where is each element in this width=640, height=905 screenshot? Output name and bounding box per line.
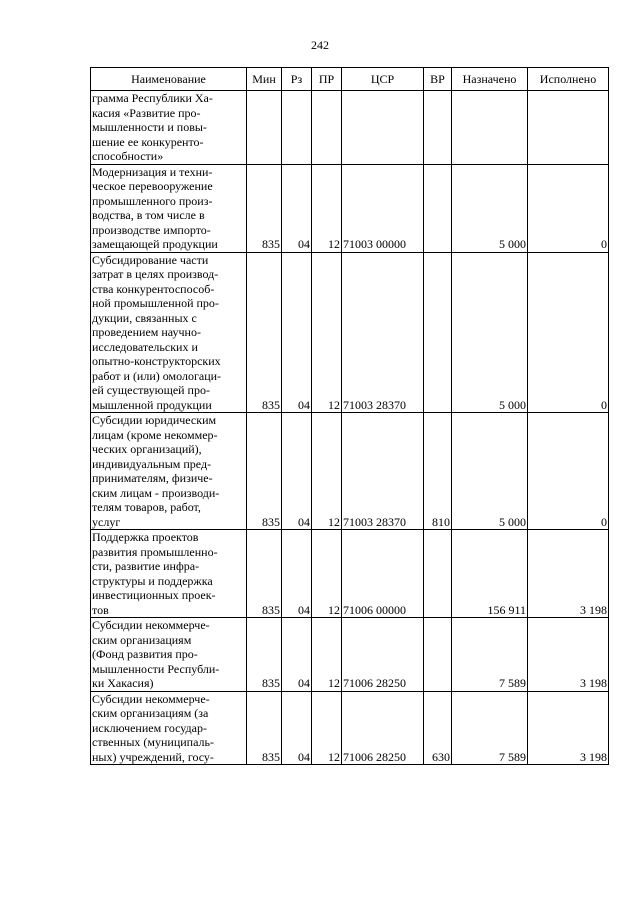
budget-table	[90, 67, 609, 765]
row-vr	[424, 618, 452, 692]
row-executed: 0	[528, 252, 609, 413]
row-executed: 0	[528, 164, 609, 252]
row-vr: 810	[424, 413, 452, 530]
row-planned: 5 000	[452, 164, 528, 252]
page-number: 242	[311, 38, 329, 52]
row-pr: 12	[312, 413, 342, 530]
header-csr: ЦСР	[342, 68, 424, 91]
row-vr	[424, 164, 452, 252]
row-min	[247, 91, 282, 165]
row-min: 835	[247, 691, 282, 765]
row-planned: 5 000	[452, 413, 528, 530]
row-csr: 71006 28250	[342, 691, 424, 765]
row-name: Субсидии некоммерче- ским организациям (Фонд развития про- мышленности Республи- ки Хакасия)	[91, 618, 247, 692]
row-csr: 71006 28250	[342, 618, 424, 692]
row-planned	[452, 91, 528, 165]
table-row	[91, 691, 609, 765]
row-pr: 12	[312, 164, 342, 252]
header-min: Мин	[247, 68, 282, 91]
row-min: 835	[247, 164, 282, 252]
header-planned: Назначено	[452, 68, 528, 91]
row-rz: 04	[282, 164, 312, 252]
row-rz: 04	[282, 691, 312, 765]
row-planned: 7 589	[452, 618, 528, 692]
row-csr: 71003 00000	[342, 164, 424, 252]
row-csr: 71003 28370	[342, 413, 424, 530]
table-row	[91, 618, 609, 692]
row-min: 835	[247, 618, 282, 692]
header-rz: Рз	[282, 68, 312, 91]
row-min: 835	[247, 530, 282, 618]
header-row	[91, 68, 609, 91]
header-executed: Исполнено	[528, 68, 609, 91]
header-name: Наименование	[91, 68, 247, 91]
row-name: Субсидии некоммерче- ским организациям (за исключением государ- ственных (муниципаль- ных) учреждений, госу-	[91, 691, 247, 765]
row-min: 835	[247, 252, 282, 413]
row-csr: 71006 00000	[342, 530, 424, 618]
header-vr: ВР	[424, 68, 452, 91]
table-row	[91, 164, 609, 252]
table-row	[91, 252, 609, 413]
row-pr: 12	[312, 618, 342, 692]
row-executed: 3 198	[528, 618, 609, 692]
row-name: Поддержка проектов развития промышленно- сти, развитие инфра- структуры и поддержка инвестиционных проек- тов	[91, 530, 247, 618]
row-executed	[528, 91, 609, 165]
row-planned: 7 589	[452, 691, 528, 765]
row-vr	[424, 91, 452, 165]
row-vr: 630	[424, 691, 452, 765]
row-min: 835	[247, 413, 282, 530]
row-planned: 156 911	[452, 530, 528, 618]
row-name: Субсидирование части затрат в целях производ- ства конкурентоспособ- ной промышленной про- дукции, связанных с проведением научно- исследовательских и опытно-конструкторских работ и (или) омологаци- ей существующей про- мышленной продукции	[91, 252, 247, 413]
row-rz: 04	[282, 530, 312, 618]
row-rz	[282, 91, 312, 165]
row-vr	[424, 252, 452, 413]
row-planned: 5 000	[452, 252, 528, 413]
row-name: Субсидии юридическим лицам (кроме некоммер- ческих организаций), индивидуальным пред- принимателям, физиче- ским лицам - производи- телям товаров, работ, услуг	[91, 413, 247, 530]
table-row	[91, 530, 609, 618]
row-rz: 04	[282, 618, 312, 692]
row-pr: 12	[312, 530, 342, 618]
table-row	[91, 91, 609, 165]
row-name: грамма Республики Ха- касия «Развитие про- мышленности и повы- шение ее конкуренто- способности»	[91, 91, 247, 165]
header-pr: ПР	[312, 68, 342, 91]
row-csr: 71003 28370	[342, 252, 424, 413]
row-rz: 04	[282, 413, 312, 530]
row-csr	[342, 91, 424, 165]
row-vr	[424, 530, 452, 618]
row-name: Модернизация и техни- ческое перевооружение промышленного произ- водства, в том числе в производстве импорто- замещающей продукции	[91, 164, 247, 252]
row-executed: 3 198	[528, 530, 609, 618]
row-pr: 12	[312, 691, 342, 765]
row-pr	[312, 91, 342, 165]
table-row	[91, 413, 609, 530]
row-rz: 04	[282, 252, 312, 413]
row-executed: 3 198	[528, 691, 609, 765]
row-executed: 0	[528, 413, 609, 530]
row-pr: 12	[312, 252, 342, 413]
